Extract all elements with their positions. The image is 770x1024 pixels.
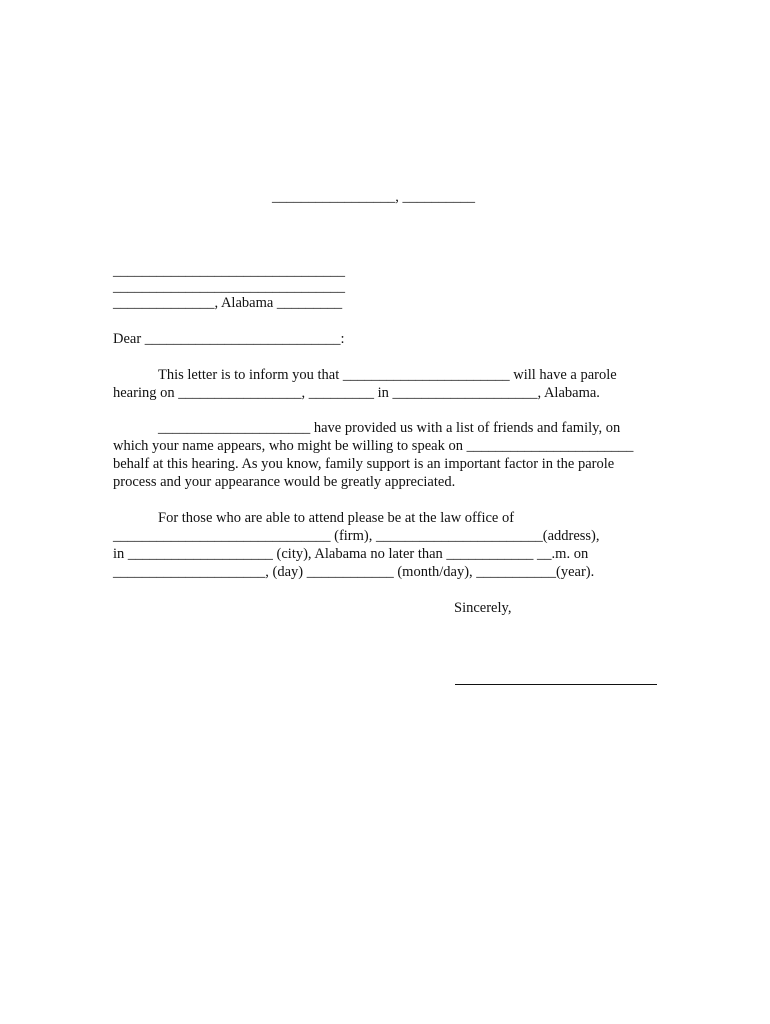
paragraph-3-line-3: in ____________________ (city), Alabama no later than ____________ __.m. on bbox=[113, 546, 589, 562]
paragraph-3-line-2: ______________________________ (firm), _______________________(address), bbox=[113, 528, 600, 544]
address-line-1: ________________________________ bbox=[113, 263, 345, 279]
paragraph-1-line-1: This letter is to inform you that _______________________ will have a parole bbox=[158, 367, 617, 383]
paragraph-2-line-3: behalf at this hearing. As you know, family support is an important factor in the parole bbox=[113, 456, 615, 472]
address-line-3: ______________, Alabama _________ bbox=[113, 295, 343, 311]
paragraph-1-line-2: hearing on _________________, _________ in ____________________, Alabama. bbox=[113, 385, 600, 401]
salutation: Dear ___________________________: bbox=[113, 331, 345, 347]
address-line-2: ________________________________ bbox=[113, 279, 345, 295]
paragraph-3-line-4: _____________________, (day) ____________ (month/day), ___________(year). bbox=[113, 564, 595, 580]
closing: Sincerely, bbox=[454, 600, 512, 616]
paragraph-2-line-2: which your name appears, who might be willing to speak on _______________________ bbox=[113, 438, 634, 454]
paragraph-2-line-4: process and your appearance would be greatly appreciated. bbox=[113, 474, 456, 490]
paragraph-3-line-1: For those who are able to attend please be at the law office of bbox=[158, 510, 515, 526]
signature-line bbox=[455, 684, 657, 685]
date-line: _________________, __________ bbox=[272, 189, 475, 205]
paragraph-2-line-1: _____________________ have provided us with a list of friends and family, on bbox=[158, 420, 621, 436]
